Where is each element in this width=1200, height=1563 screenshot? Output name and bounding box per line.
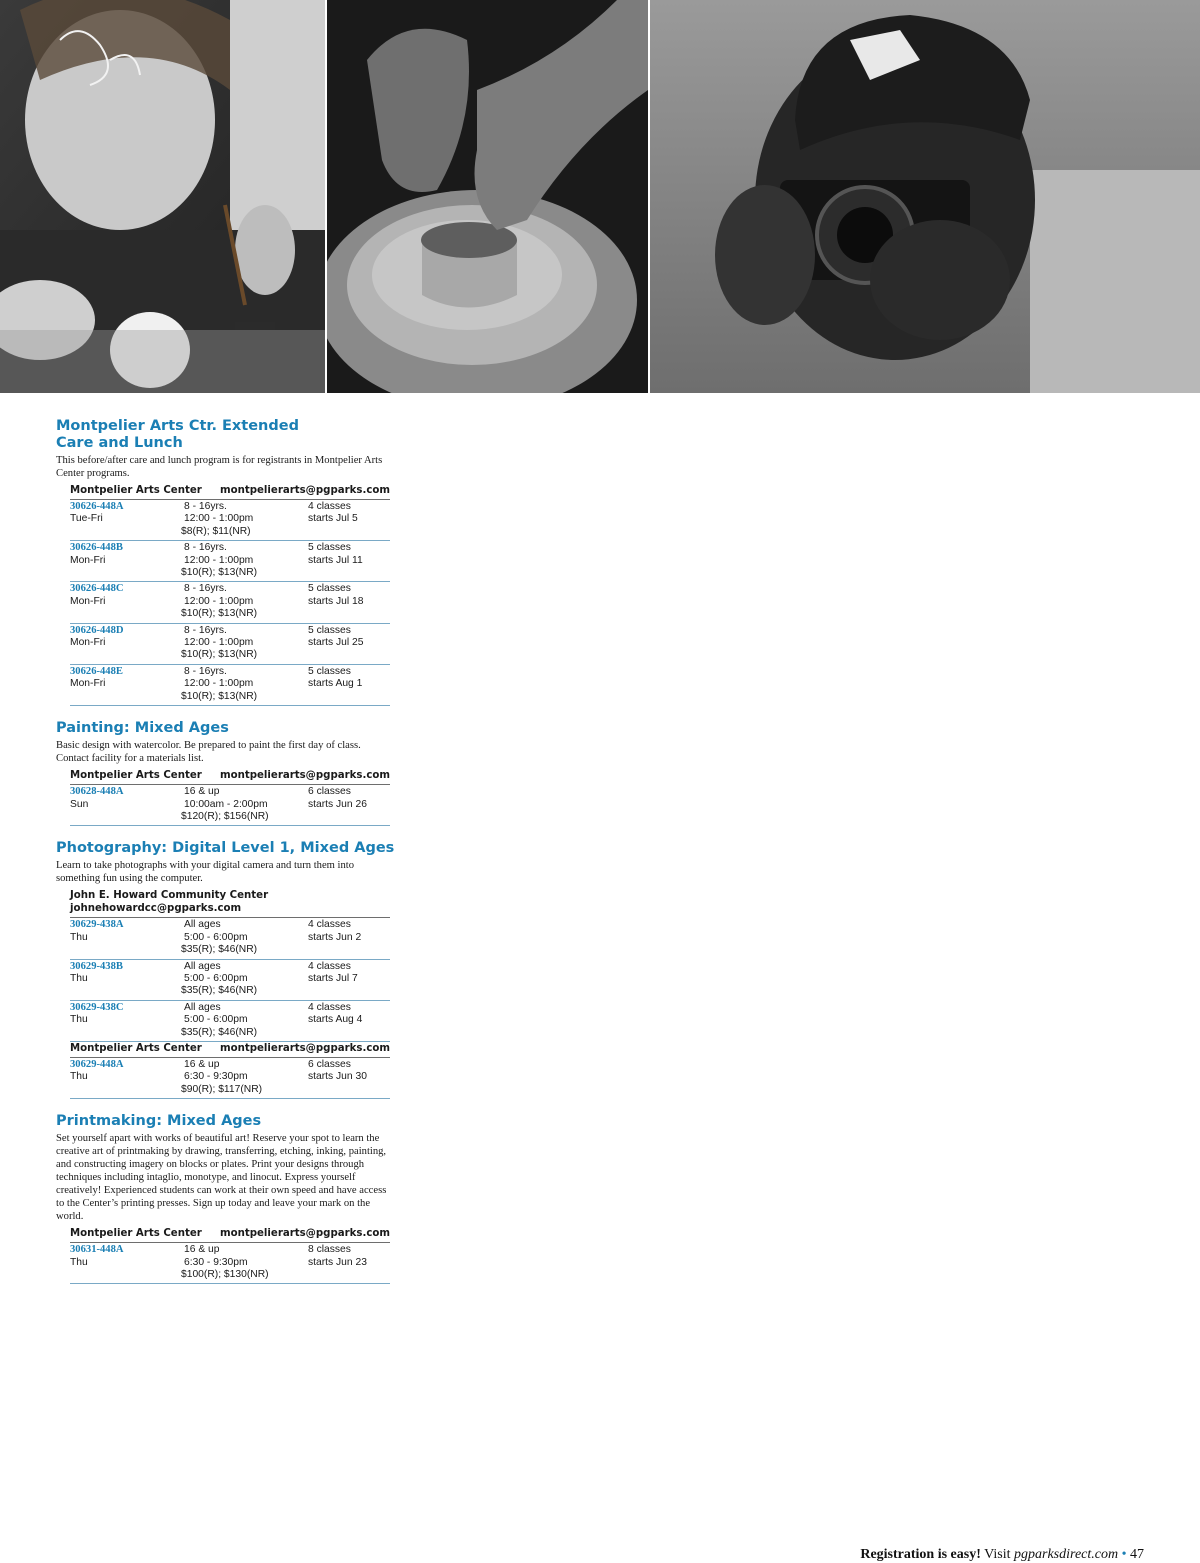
class-row [70,1001,390,1042]
venue-header [70,889,390,918]
fee: $10(R); $13(NR) [181,608,258,620]
course-code[interactable]: 30626-448A [70,501,124,512]
meeting-time: 10:00am - 2:00pm [184,798,268,810]
course-code[interactable]: 30626-448D [70,624,124,636]
venue-email[interactable]: montpelierarts@pgparks.com [219,485,390,496]
meeting-time: 5:00 - 6:00pm [184,931,248,943]
class-row [70,960,390,1001]
fee: $100(R); $130(NR) [181,1269,269,1280]
section-title [56,1113,396,1130]
venue-email[interactable]: montpelierarts@pgparks.com [219,770,390,782]
meeting-days: Thu [70,931,88,943]
section-title-line: Care and Lunch [56,435,183,451]
fee: $10(R); $13(NR) [181,567,258,579]
fee: $10(R); $13(NR) [181,649,258,661]
start-date: starts Jul 25 [308,637,364,649]
age-range: 8 - 16yrs. [184,624,227,636]
meeting-time: 6:30 - 9:30pm [184,1256,248,1268]
section-description: Learn to take photographs with your digital camera and turn them into something fun using the computer. [56,860,355,885]
meeting-time: 12:00 - 1:00pm [184,554,254,566]
page-number: 47 [1130,1547,1144,1562]
fee: $90(R); $117(NR) [181,1083,263,1095]
venue-header [70,484,390,500]
section-title [56,720,396,737]
class-row [70,582,390,623]
class-count: 4 classes [308,919,351,931]
meeting-days: Thu [70,972,88,984]
course-code[interactable]: 30629-438B [70,960,123,972]
start-date: starts Aug 4 [308,1014,363,1026]
photo-child-camera [650,0,1200,393]
photo-child-painting [0,0,325,393]
meeting-days: Mon-Fri [70,637,106,649]
class-count: 4 classes [308,1001,351,1013]
meeting-days: Mon-Fri [70,554,106,566]
course-section [56,1113,396,1284]
course-code[interactable]: 30629-438A [70,919,124,931]
meeting-days: Thu [70,1071,88,1083]
meeting-days: Thu [70,1014,88,1026]
venue-name: Montpelier Arts Center [70,485,202,496]
course-listings [56,418,396,1298]
meeting-time: 5:00 - 6:00pm [184,1014,248,1026]
age-range: 16 & up [184,1244,220,1256]
class-row [70,785,390,826]
age-range: 8 - 16yrs. [184,542,227,554]
meeting-time: 12:00 - 1:00pm [184,637,254,649]
age-range: 16 & up [184,786,220,798]
footer-bullet: • [1118,1547,1130,1562]
start-date: starts Jun 30 [308,1071,367,1083]
footer [860,1547,1144,1563]
start-date: starts Jul 5 [308,513,358,525]
age-range: All ages [184,919,221,931]
footer-url[interactable]: pgparksdirect.com [1014,1547,1119,1562]
fee: $35(R); $46(NR) [181,985,258,997]
start-date: starts Jul 7 [308,972,358,984]
venue-group [70,484,390,706]
section-description: Set yourself apart with works of beautiful art! Reserve your spot to learn the creative art of printmaking by drawing, transferring, etching, inking, painting, and constructing imagery on blocks or plates. Print your designs through techniques including intaglio, monotype, and linocut. Express yourself creatively! Experienced students can work at their own speed and have access to the Center’s printing presses. Sign up today and leave your mark on the world. [56,1133,387,1223]
class-row [70,541,390,582]
class-count: 5 classes [308,583,351,595]
venue-group [70,769,390,826]
meeting-time: 12:00 - 1:00pm [184,513,254,525]
class-count: 5 classes [308,624,351,636]
course-code[interactable]: 30631-448A [70,1244,124,1256]
age-range: 8 - 16yrs. [184,501,227,512]
venue-header [70,1042,390,1058]
class-row [70,918,390,959]
venue-header [70,1227,390,1243]
fee: $120(R); $156(NR) [181,810,269,822]
class-count: 6 classes [308,786,351,798]
course-section [56,418,396,706]
venue-name: Montpelier Arts Center [70,1228,202,1240]
venue-email[interactable]: montpelierarts@pgparks.com [219,1228,390,1240]
course-code[interactable]: 30626-448E [70,665,123,677]
class-row [70,1243,390,1284]
section-description: This before/after care and lunch program is for registrants in Montpelier Arts Center programs. [56,455,383,479]
course-code[interactable]: 30626-448B [70,542,123,554]
class-count: 5 classes [308,665,351,677]
meeting-days: Thu [70,1256,88,1268]
age-range: 16 & up [184,1058,220,1070]
class-row [70,665,390,706]
meeting-time: 6:30 - 9:30pm [184,1071,248,1083]
age-range: All ages [184,1001,221,1013]
section-title-line: Photography: Digital Level 1, Mixed Ages [56,840,395,857]
fee: $35(R); $46(NR) [181,1026,258,1038]
start-date: starts Jun 2 [308,931,362,943]
venue-header [70,769,390,785]
fee: $35(R); $46(NR) [181,944,258,956]
meeting-days: Sun [70,798,89,810]
meeting-time: 5:00 - 6:00pm [184,972,248,984]
meeting-days: Tue-Fri [70,513,103,525]
photo-pottery-wheel [327,0,648,393]
section-title [56,418,396,452]
venue-group [70,1227,390,1284]
course-code[interactable]: 30629-448A [70,1058,124,1070]
venue-group [70,889,390,1042]
venue-email[interactable]: montpelierarts@pgparks.com [219,1042,390,1054]
meeting-time: 12:00 - 1:00pm [184,678,254,690]
meeting-days: Mon-Fri [70,678,106,690]
class-count: 5 classes [308,542,351,554]
section-title-line: Printmaking: Mixed Ages [56,1113,262,1130]
age-range: All ages [184,960,221,972]
fee: $8(R); $11(NR) [181,525,251,537]
class-row [70,1058,390,1099]
venue-email[interactable]: johnehowardcc@pgparks.com [70,903,242,915]
meeting-days: Mon-Fri [70,595,106,607]
course-code[interactable]: 30628-448A [70,786,124,798]
start-date: starts Jun 26 [308,798,367,810]
section-description: Basic design with watercolor. Be prepared to paint the first day of class. Contact facility for a materials list. [56,740,361,765]
start-date: starts Jul 18 [308,595,364,607]
venue-name: Montpelier Arts Center [70,1042,202,1054]
age-range: 8 - 16yrs. [184,665,227,677]
footer-visit: Visit [980,1547,1015,1562]
section-title-line: Painting: Mixed Ages [56,720,229,737]
course-code[interactable]: 30626-448C [70,583,124,595]
course-section [56,840,396,1099]
section-title [56,840,396,857]
start-date: starts Jun 23 [308,1256,367,1268]
class-count: 4 classes [308,501,351,512]
start-date: starts Aug 1 [308,678,363,690]
course-code[interactable]: 30629-438C [70,1001,124,1013]
footer-emphasis: Registration is easy! [860,1547,981,1562]
start-date: starts Jul 11 [308,554,363,566]
age-range: 8 - 16yrs. [184,583,227,595]
class-row [70,500,390,541]
venue-name: John E. Howard Community Center [70,890,269,902]
class-count: 8 classes [308,1244,351,1256]
fee: $10(R); $13(NR) [181,690,258,702]
venue-group [70,1042,390,1099]
meeting-time: 12:00 - 1:00pm [184,595,254,607]
course-section [56,720,396,826]
venue-name: Montpelier Arts Center [70,770,202,782]
class-row [70,624,390,665]
section-title-line: Montpelier Arts Ctr. Extended [56,418,299,434]
class-count: 4 classes [308,960,351,972]
class-count: 6 classes [308,1058,351,1070]
